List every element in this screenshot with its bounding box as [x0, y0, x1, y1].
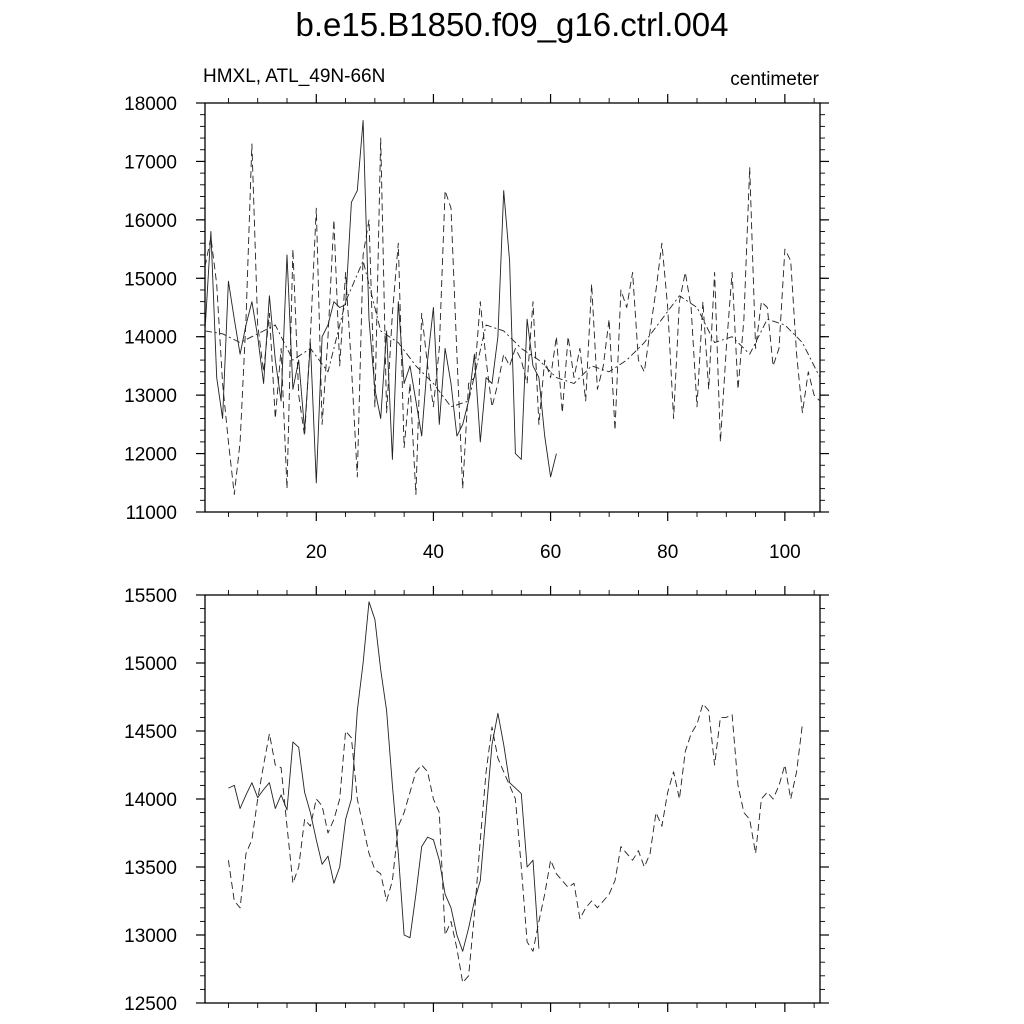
- plot-frame: [205, 595, 820, 1003]
- y-tick-label: 11000: [125, 503, 177, 524]
- y-tick-label: 15500: [124, 586, 177, 607]
- y-tick-label: 14000: [124, 327, 177, 349]
- y-tick-label: 13500: [124, 858, 177, 879]
- y-tick-label: 16000: [124, 210, 177, 232]
- chart-panel-2: [124, 586, 829, 1015]
- series-line-solid: [205, 121, 556, 483]
- y-tick-label: 13000: [124, 926, 177, 947]
- plot-frame: [205, 103, 820, 512]
- y-tick-label: 15000: [124, 654, 177, 675]
- variable-region-label: HMXL, ATL_49N-66N: [203, 66, 386, 87]
- y-tick-label: 17000: [124, 152, 177, 174]
- x-tick-label: 20: [305, 542, 327, 563]
- units-label: centimeter: [730, 69, 819, 90]
- x-tick-label: 40: [422, 542, 444, 563]
- series-line-solid: [228, 602, 539, 952]
- y-tick-label: 14500: [124, 722, 177, 743]
- chart-panel-1: [124, 94, 829, 563]
- y-tick-label: 14000: [124, 790, 177, 811]
- chart-title: b.e15.B1850.f09_g16.ctrl.004: [295, 6, 729, 43]
- y-tick-label: 13000: [124, 386, 177, 408]
- series-line-dashed: [228, 704, 802, 983]
- y-tick-label: 15000: [124, 269, 177, 291]
- x-tick-label: 80: [657, 542, 679, 563]
- series-line-dashed: [205, 138, 820, 494]
- y-tick-label: 12500: [124, 994, 177, 1015]
- x-tick-label: 100: [769, 542, 801, 563]
- y-tick-label: 12000: [124, 444, 177, 466]
- y-tick-label: 18000: [124, 94, 177, 115]
- x-tick-label: 60: [540, 542, 562, 563]
